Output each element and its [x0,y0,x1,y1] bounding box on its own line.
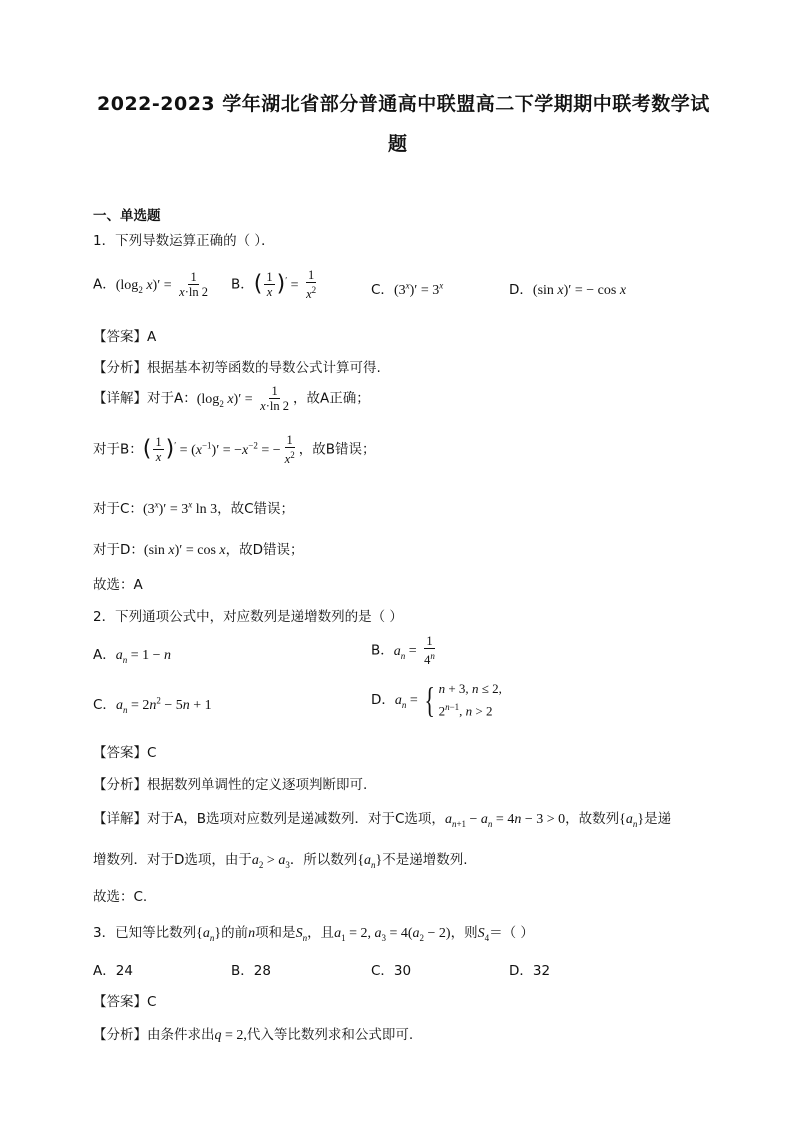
q2-stem: 2．下列通项公式中，对应数列是递增数列的是（ ） [93,609,403,625]
q1-option-b: B．( $\frac{1}{x}$ )′ = $\frac{1}{x^2}$ [231,268,317,302]
q2-answer: 【答案】C [93,745,157,761]
q3-analysis: 【分析】由条件求出q = 2,代入等比数列求和公式即可. [93,1027,414,1043]
page-title-line2: 题 [388,133,408,155]
q2-choose: 故选：C. [93,889,148,905]
q1-detail-a: 【详解】对于A：($\log_2$ x)′ = $\frac{1}{x\cdot\ln 2}$ ，故A正确； [93,384,370,413]
q1-detail-c: 对于C：$(3^x)' = 3^x$ ln 3，故C错误； [93,499,295,517]
q2-analysis: 【分析】根据数列单调性的定义逐项判断即可. [93,777,368,793]
q1-option-d: D．(sin x)′ = − cos x [509,282,627,298]
q3-option-a: A．24 [93,963,133,979]
section-heading: 一、单选题 [93,208,161,224]
q3-option-c: C．30 [371,963,412,979]
q2-option-c: C．$a_n = 2n^2 - 5n + 1$ [93,695,212,715]
q1-detail-b: 对于B：( $\frac{1}{x}$ )$' = (x^{-1})' = -x^{-2}$ = − $\frac{1}{x^2}$ ，故B错误； [93,433,376,467]
q2-option-d: D．$a_n$ = { n + 3, n ≤ 2, $2^{n-1}$, n > 2 [371,680,502,721]
q3-answer: 【答案】C [93,994,157,1010]
q2-detail-line1: 【详解】对于A，B选项对应数列是递减数列．对于C选项，$a_{n+1} - a_n = 4n - 3 > 0$，故数列$\{a_n\}$是递 [93,811,672,829]
q3-option-b: B．28 [231,963,271,979]
q1-answer: 【答案】A [93,329,157,345]
q1-analysis: 【分析】根据基本初等函数的导数公式计算可得. [93,360,381,376]
q2-option-a: A．$a_n = 1 - n$ [93,647,172,665]
q1-option-c: C．$(3^x)' = 3^x$ [371,280,444,298]
q2-option-b: B．$a_n$ = $\frac{1}{4^n}$ [371,634,435,668]
q1-stem: 1．下列导数运算正确的（ ）． [93,233,275,249]
q3-stem: 3．已知等比数列$\{a_n\}$的前n项和是$S_n$，且$a_1 = 2$, $a_3 = 4(a_2 - 2)$，则$S_4=$（ ） [93,925,534,943]
q3-option-d: D．32 [509,963,551,979]
q2-detail-line2: 增数列．对于D选项，由于$a_2 > a_3$．所以数列$\{a_n\}$不是递增数列. [93,852,468,870]
q1-choose: 故选：A [93,577,143,593]
q1-option-a: A．($\log_2$ x)′ = $\frac{1}{x\cdot\ln 2}$ [93,270,208,299]
page-title: 2022-2023 学年湖北省部分普通高中联盟高二下学期期中联考数学试 [97,93,710,115]
q1-detail-d: 对于D：(sin x)′ = cos x，故D错误； [93,542,304,558]
